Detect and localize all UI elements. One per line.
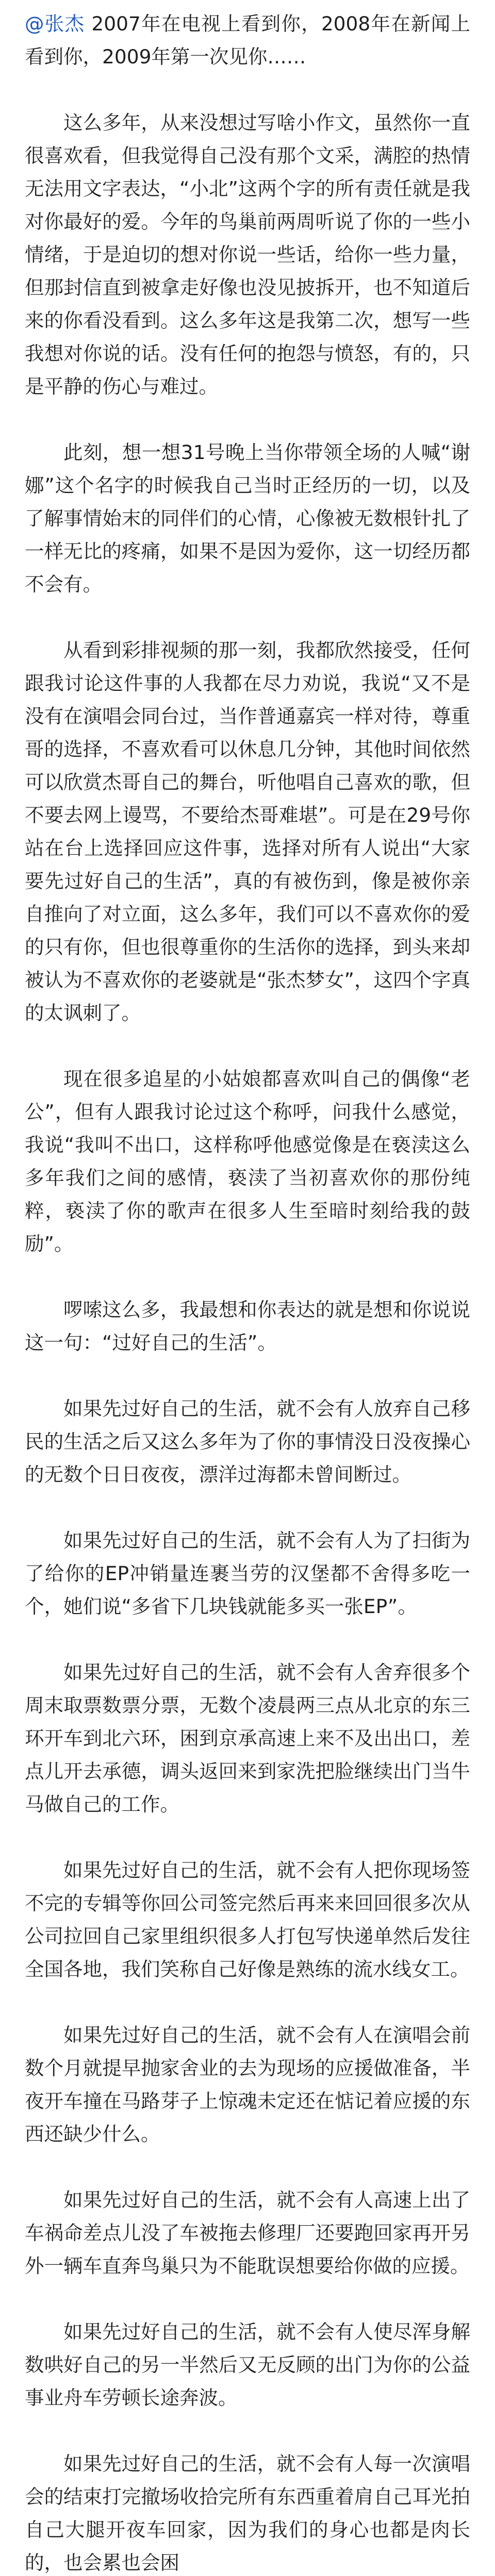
author-mention[interactable]: @张杰 — [25, 12, 85, 35]
paragraph-10: 如果先过好自己的生活，就不会有人在演唱会前数个月就提早抛家舍业的去为现场的应援做准备，半夜开车撞在马路芽子上惊魂未定还在惦记着应援的东西还缺少什么。 — [25, 2024, 470, 2145]
paragraph-8: 如果先过好自己的生活，就不会有人舍弃很多个周末取票数票分票，无数个凌晨两三点从北京的东三环开车到北六环，困到京承高速上来不及出出口，差点儿开去承德，调头返回来到家洗把脸继续出门当牛马做自己的工作。 — [25, 1661, 470, 1816]
paragraph-4: 现在很多追星的小姑娘都喜欢叫自己的偶像“老公”，但有人跟我讨论过这个称呼，问我什么感觉，我说“我叫不出口，这样称呼他感觉像是在亵渎这么多年我们之间的感情，亵渎了当初喜欢你的那份纯粹，亵渎了你的歌声在很多人生至暗时刻给我的鼓励”。 — [25, 1067, 470, 1255]
paragraph-12: 如果先过好自己的生活，就不会有人使尽浑身解数哄好自己的另一半然后又无反顾的出门为你的公益事业舟车劳顿长途奔波。 — [25, 2320, 470, 2409]
post-intro — [25, 7, 470, 73]
paragraph-1: 这么多年，从来没想过写啥小作文，虽然你一直很喜欢看，但我觉得自己没有那个文采，满腔的热情无法用文字表达，“小北”这两个字的所有责任就是我对你最好的爱。今年的鸟巢前两周听说了你的一些小情绪，于是迫切的想对你说一些话，给你一些力量，但那封信直到被拿走好像也没见披拆开，也不知道后来的你看没看到。这么多年这是我第二次，想写一些我想对你说的话。没有任何的抱怨与愤怒，有的，只是平静的伤心与难过。 — [25, 111, 470, 398]
paragraph-5: 啰嗦这么多，我最想和你表达的就是想和你说说这一句：“过好自己的生活”。 — [25, 1298, 470, 1354]
intro-text: 2007年在电视上看到你，2008年在新闻上看到你，2009年第一次见你…… — [25, 12, 470, 68]
paragraph-9: 如果先过好自己的生活，就不会有人把你现场签不完的专辑等你回公司签完然后再来来回回很多次从公司拉回自己家里组织很多人打包写快递单然后发往全国各地，我们笑称自己好像是熟练的流水线女工。 — [25, 1859, 470, 1980]
paragraph-2: 此刻，想一想31号晚上当你带领全场的人喊“谢娜”这个名字的时候我自己当时正经历的一切，以及了解事情始末的同伴们的心情，心像被无数根针扎了一样无比的疼痛，如果不是因为爱你，这一切经历都不会有。 — [25, 441, 470, 596]
paragraph-3: 从看到彩排视频的那一刻，我都欣然接受，任何跟我讨论这件事的人我都在尽力劝说，我说“又不是没有在演唱会同台过，当作普通嘉宾一样对待，尊重哥的选择，不喜欢看可以休息几分钟，其他时间依然可以欣赏杰哥自己的舞台，听他唱自己喜欢的歌，但不要去网上谩骂，不要给杰哥难堪”。可是在29号你站在台上选择回应这件事，选择对所有人说出“大家要先过好自己的生活”，真的有被伤到，像是被你亲自推向了对立面，这么多年，我们可以不喜欢你的爱的只有你，但也很尊重你的生活你的选择，到头来却被认为不喜欢你的老婆就是“张杰梦女”，这四个字真的太讽刺了。 — [25, 639, 470, 1024]
paragraph-6: 如果先过好自己的生活，就不会有人放弃自己移民的生活之后又这么多年为了你的事情没日没夜操心的无数个日日夜夜，漂洋过海都未曾间断过。 — [25, 1397, 470, 1486]
paragraph-7: 如果先过好自己的生活，就不会有人为了扫街为了给你的EP冲销量连裹当劳的汉堡都不舍得多吃一个，她们说“多省下几块钱就能多买一张EP”。 — [25, 1529, 470, 1618]
paragraph-13: 如果先过好自己的生活，就不会有人每一次演唱会的结束打完撤场收拾完所有东西重着肩自己耳光拍自己大腿开夜车回家，因为我们的身心也都是肉长的，也会累也会困 — [25, 2452, 470, 2574]
paragraph-11: 如果先过好自己的生活，就不会有人高速上出了车祸命差点儿没了车被拖去修理厂还要跑回家再开另外一辆车直奔鸟巢只为不能耽误想要给你做的应援。 — [25, 2189, 470, 2277]
